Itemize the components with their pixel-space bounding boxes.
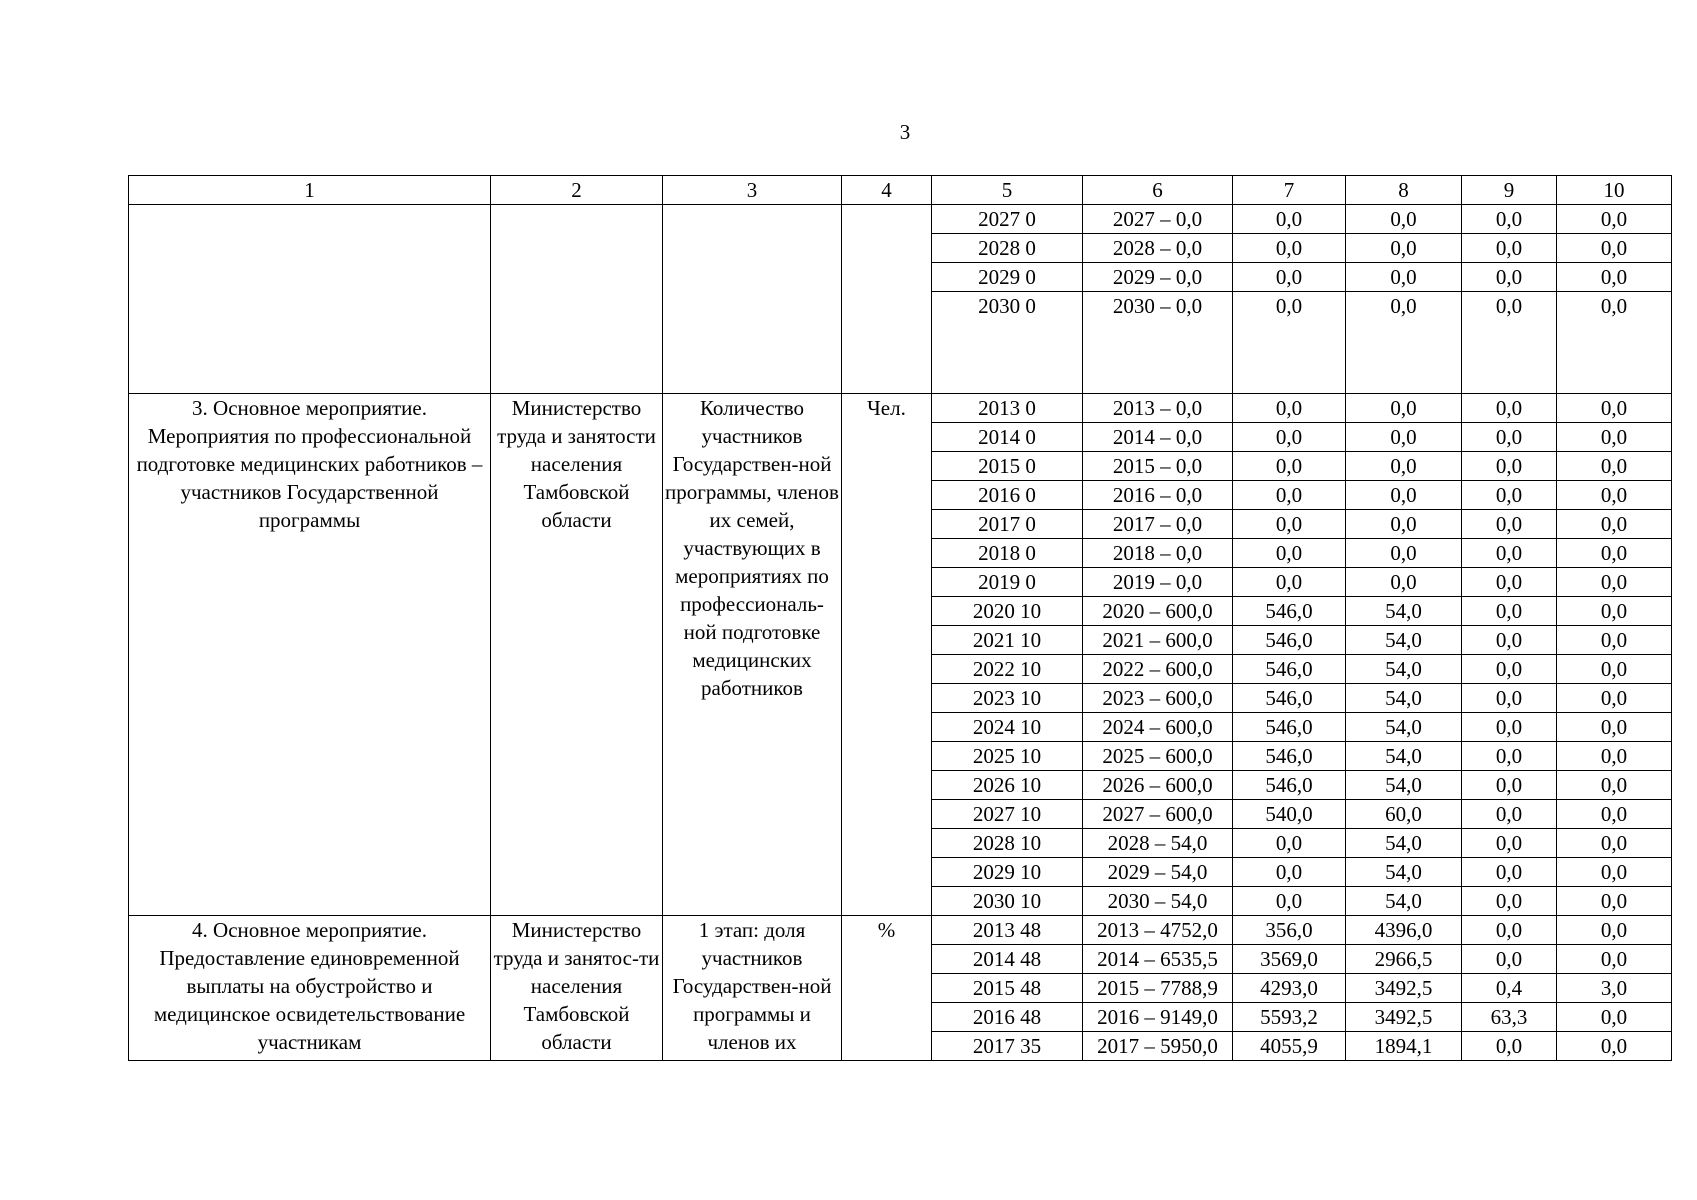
- activity-indicator: Количество участников Государствен-ной программы, членов их семей, участвующих в мероприятиях по профессиональ-ной подготовке медицинских работников: [663, 394, 842, 916]
- table-cell: 0,0: [1462, 945, 1557, 974]
- table-cell: 0,0: [1462, 655, 1557, 684]
- column-number: 10: [1557, 176, 1672, 205]
- table-cell: 0,0: [1462, 800, 1557, 829]
- table-cell: 2016 0: [932, 481, 1083, 510]
- table-cell: 54,0: [1346, 597, 1462, 626]
- table-cell: 0,0: [1346, 263, 1462, 292]
- table-cell: 2030 – 0,0: [1083, 292, 1233, 394]
- column-number: 7: [1233, 176, 1346, 205]
- table-cell: 0,0: [1557, 234, 1672, 263]
- table-cell: 0,0: [1233, 829, 1346, 858]
- table-cell: 2027 – 600,0: [1083, 800, 1233, 829]
- table-cell: 2017 0: [932, 510, 1083, 539]
- table-cell: 0,0: [1557, 568, 1672, 597]
- table-cell: 54,0: [1346, 684, 1462, 713]
- table-cell: 2022 – 600,0: [1083, 655, 1233, 684]
- activity-indicator: 1 этап: доля участников Государствен-ной программы и членов их: [663, 916, 842, 1061]
- table-cell: 0,4: [1462, 974, 1557, 1003]
- empty-cell: [491, 205, 663, 394]
- table-cell: 0,0: [1462, 205, 1557, 234]
- table-cell: 2018 – 0,0: [1083, 539, 1233, 568]
- table-cell: 0,0: [1462, 234, 1557, 263]
- activity-name: 3. Основное мероприятие. Мероприятия по профессиональной подготовке медицинских работников – участников Государственной программы: [129, 394, 491, 916]
- table-cell: 0,0: [1557, 916, 1672, 945]
- table-cell: 2030 0: [932, 292, 1083, 394]
- table-cell: 0,0: [1557, 597, 1672, 626]
- table-cell: 0,0: [1233, 568, 1346, 597]
- table-cell: 546,0: [1233, 684, 1346, 713]
- table-cell: 0,0: [1346, 539, 1462, 568]
- table-cell: 2014 0: [932, 423, 1083, 452]
- table-cell: 356,0: [1233, 916, 1346, 945]
- table-cell: 546,0: [1233, 597, 1346, 626]
- table-cell: 0,0: [1557, 626, 1672, 655]
- table-row: [129, 205, 1672, 234]
- table-cell: 0,0: [1557, 858, 1672, 887]
- table-cell: 0,0: [1462, 742, 1557, 771]
- table-cell: 0,0: [1346, 205, 1462, 234]
- table-cell: 2029 10: [932, 858, 1083, 887]
- table-cell: 0,0: [1233, 205, 1346, 234]
- column-number: 3: [663, 176, 842, 205]
- table-cell: 0,0: [1233, 292, 1346, 394]
- table-cell: 2018 0: [932, 539, 1083, 568]
- table-cell: 2024 10: [932, 713, 1083, 742]
- table-cell: 0,0: [1233, 263, 1346, 292]
- column-number: 9: [1462, 176, 1557, 205]
- table-cell: 3,0: [1557, 974, 1672, 1003]
- table-cell: 0,0: [1462, 263, 1557, 292]
- table-cell: 2017 – 5950,0: [1083, 1032, 1233, 1061]
- table-cell: 0,0: [1233, 234, 1346, 263]
- program-table: [128, 175, 1672, 1061]
- table-cell: 2013 48: [932, 916, 1083, 945]
- table-cell: 54,0: [1346, 887, 1462, 916]
- table-cell: 0,0: [1233, 394, 1346, 423]
- column-number: 1: [129, 176, 491, 205]
- table-cell: 0,0: [1462, 771, 1557, 800]
- table-cell: 0,0: [1557, 510, 1672, 539]
- table-cell: 546,0: [1233, 626, 1346, 655]
- table-cell: 63,3: [1462, 1003, 1557, 1032]
- table-cell: 2014 – 0,0: [1083, 423, 1233, 452]
- table-cell: 2027 10: [932, 800, 1083, 829]
- table-cell: 0,0: [1557, 394, 1672, 423]
- table-cell: 0,0: [1557, 829, 1672, 858]
- table-cell: 0,0: [1557, 292, 1672, 394]
- table-cell: 0,0: [1557, 539, 1672, 568]
- table-cell: 2023 – 600,0: [1083, 684, 1233, 713]
- table-cell: 2027 0: [932, 205, 1083, 234]
- table-cell: 2024 – 600,0: [1083, 713, 1233, 742]
- table-cell: 2013 – 0,0: [1083, 394, 1233, 423]
- table-cell: 2016 – 9149,0: [1083, 1003, 1233, 1032]
- table-cell: 2025 – 600,0: [1083, 742, 1233, 771]
- table-row: [129, 916, 1672, 945]
- table-cell: 2013 – 4752,0: [1083, 916, 1233, 945]
- column-number: 6: [1083, 176, 1233, 205]
- table-cell: 2015 0: [932, 452, 1083, 481]
- empty-cell: [842, 205, 932, 394]
- table-cell: 54,0: [1346, 626, 1462, 655]
- table-cell: 0,0: [1557, 887, 1672, 916]
- table-cell: 0,0: [1346, 234, 1462, 263]
- table-cell: 0,0: [1557, 800, 1672, 829]
- table-cell: 2029 – 54,0: [1083, 858, 1233, 887]
- table-cell: 2966,5: [1346, 945, 1462, 974]
- table-cell: 2015 – 0,0: [1083, 452, 1233, 481]
- table-cell: 4293,0: [1233, 974, 1346, 1003]
- table-cell: 546,0: [1233, 713, 1346, 742]
- table-cell: 0,0: [1233, 510, 1346, 539]
- table-cell: 0,0: [1346, 423, 1462, 452]
- page-number: 3: [899, 120, 911, 144]
- header-row: [129, 176, 1672, 205]
- table-cell: 0,0: [1346, 568, 1462, 597]
- table-cell: 2019 0: [932, 568, 1083, 597]
- table-cell: 2030 – 54,0: [1083, 887, 1233, 916]
- table-cell: 0,0: [1557, 655, 1672, 684]
- table-cell: 546,0: [1233, 771, 1346, 800]
- table-cell: 0,0: [1557, 205, 1672, 234]
- table-cell: 0,0: [1557, 771, 1672, 800]
- table-cell: 0,0: [1557, 1032, 1672, 1061]
- table-cell: 0,0: [1557, 452, 1672, 481]
- table-cell: 5593,2: [1233, 1003, 1346, 1032]
- table-cell: 0,0: [1557, 423, 1672, 452]
- table-cell: 2021 10: [932, 626, 1083, 655]
- table-cell: 0,0: [1233, 481, 1346, 510]
- table-cell: 546,0: [1233, 742, 1346, 771]
- table-cell: 0,0: [1557, 713, 1672, 742]
- table-cell: 0,0: [1233, 539, 1346, 568]
- table-cell: 2028 0: [932, 234, 1083, 263]
- table-cell: 0,0: [1557, 1003, 1672, 1032]
- table-cell: 2028 – 0,0: [1083, 234, 1233, 263]
- table-cell: 2026 – 600,0: [1083, 771, 1233, 800]
- table-row: [129, 394, 1672, 423]
- table-cell: 0,0: [1462, 292, 1557, 394]
- table-cell: 3569,0: [1233, 945, 1346, 974]
- table-cell: 2020 10: [932, 597, 1083, 626]
- table-cell: 0,0: [1462, 626, 1557, 655]
- table-cell: 2015 – 7788,9: [1083, 974, 1233, 1003]
- table-cell: 0,0: [1346, 452, 1462, 481]
- empty-cell: [663, 205, 842, 394]
- table-cell: 0,0: [1233, 887, 1346, 916]
- table-cell: 0,0: [1557, 742, 1672, 771]
- table-cell: 2017 – 0,0: [1083, 510, 1233, 539]
- table-cell: 0,0: [1462, 510, 1557, 539]
- table-cell: 2029 0: [932, 263, 1083, 292]
- table-cell: 0,0: [1346, 510, 1462, 539]
- table-cell: 0,0: [1233, 423, 1346, 452]
- table-cell: 0,0: [1462, 887, 1557, 916]
- table-cell: 0,0: [1233, 452, 1346, 481]
- table-cell: 0,0: [1557, 481, 1672, 510]
- table-cell: 54,0: [1346, 858, 1462, 887]
- table-cell: 0,0: [1462, 568, 1557, 597]
- table-cell: 546,0: [1233, 655, 1346, 684]
- table-cell: 2028 10: [932, 829, 1083, 858]
- table-body: [129, 176, 1672, 1061]
- table-cell: 540,0: [1233, 800, 1346, 829]
- table-cell: 0,0: [1462, 481, 1557, 510]
- table-cell: 2025 10: [932, 742, 1083, 771]
- table-cell: 0,0: [1462, 452, 1557, 481]
- table-cell: 54,0: [1346, 771, 1462, 800]
- table-cell: 2020 – 600,0: [1083, 597, 1233, 626]
- table-cell: 54,0: [1346, 713, 1462, 742]
- table-cell: 0,0: [1557, 684, 1672, 713]
- table-cell: 0,0: [1557, 945, 1672, 974]
- table-cell: 0,0: [1346, 292, 1462, 394]
- table-cell: 0,0: [1462, 684, 1557, 713]
- table-cell: 4396,0: [1346, 916, 1462, 945]
- column-number: 8: [1346, 176, 1462, 205]
- table-cell: 1894,1: [1346, 1032, 1462, 1061]
- table-cell: 2026 10: [932, 771, 1083, 800]
- column-number: 5: [932, 176, 1083, 205]
- table-cell: 0,0: [1557, 263, 1672, 292]
- table-cell: 2027 – 0,0: [1083, 205, 1233, 234]
- table-cell: 54,0: [1346, 829, 1462, 858]
- table-cell: 0,0: [1462, 539, 1557, 568]
- table-cell: 2014 – 6535,5: [1083, 945, 1233, 974]
- activity-unit: Чел.: [842, 394, 932, 916]
- table-cell: 0,0: [1462, 394, 1557, 423]
- table-cell: 2023 10: [932, 684, 1083, 713]
- table-cell: 2022 10: [932, 655, 1083, 684]
- table-cell: 0,0: [1462, 713, 1557, 742]
- table-cell: 0,0: [1233, 858, 1346, 887]
- table-cell: 3492,5: [1346, 1003, 1462, 1032]
- table-cell: 0,0: [1462, 858, 1557, 887]
- table-cell: 2021 – 600,0: [1083, 626, 1233, 655]
- table-cell: 2029 – 0,0: [1083, 263, 1233, 292]
- activity-executor: Министерство труда и занятости населения Тамбовской области: [491, 394, 663, 916]
- table-cell: 54,0: [1346, 655, 1462, 684]
- table-cell: 0,0: [1346, 481, 1462, 510]
- table-cell: 54,0: [1346, 742, 1462, 771]
- activity-unit: %: [842, 916, 932, 1061]
- column-number: 4: [842, 176, 932, 205]
- table-cell: 0,0: [1462, 829, 1557, 858]
- table-cell: 0,0: [1462, 916, 1557, 945]
- table-cell: 2017 35: [932, 1032, 1083, 1061]
- column-number: 2: [491, 176, 663, 205]
- table-cell: 2030 10: [932, 887, 1083, 916]
- table-cell: 3492,5: [1346, 974, 1462, 1003]
- table-cell: 0,0: [1462, 423, 1557, 452]
- empty-cell: [129, 205, 491, 394]
- table-cell: 60,0: [1346, 800, 1462, 829]
- table-cell: 2019 – 0,0: [1083, 568, 1233, 597]
- table-cell: 2016 48: [932, 1003, 1083, 1032]
- activity-name: 4. Основное мероприятие. Предоставление единовременной выплаты на обустройство и медицинское освидетельствование участникам: [129, 916, 491, 1061]
- table-cell: 2016 – 0,0: [1083, 481, 1233, 510]
- table-cell: 2015 48: [932, 974, 1083, 1003]
- table-cell: 4055,9: [1233, 1032, 1346, 1061]
- table-cell: 2028 – 54,0: [1083, 829, 1233, 858]
- table-cell: 2013 0: [932, 394, 1083, 423]
- activity-executor: Министерство труда и занятос-ти населения Тамбовской области: [491, 916, 663, 1061]
- table-cell: 0,0: [1462, 597, 1557, 626]
- table-cell: 0,0: [1462, 1032, 1557, 1061]
- table-cell: 0,0: [1346, 394, 1462, 423]
- table-cell: 2014 48: [932, 945, 1083, 974]
